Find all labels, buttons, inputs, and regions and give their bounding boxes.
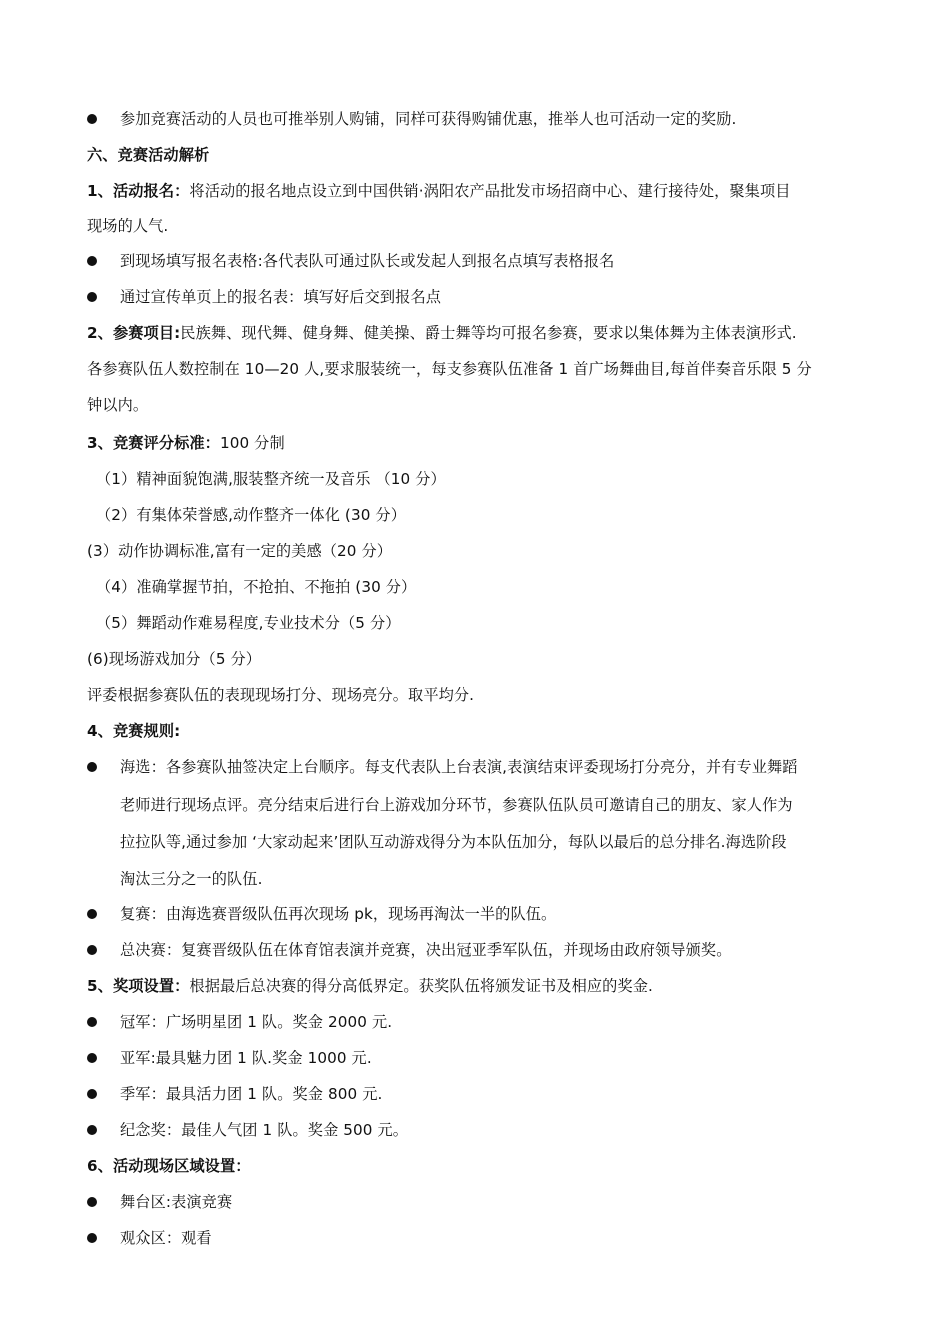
list-item: 到现场填写报名表格:各代表队可通过队长或发起人到报名点填写表格报名 (120, 252, 615, 270)
section-title: 4、竞赛规则: (87, 722, 181, 740)
list-item: (3）动作协调标准,富有一定的美感（20 分） (87, 542, 393, 560)
bullet-icon (87, 1017, 97, 1027)
item-text: 100 分制 (219, 434, 285, 452)
list-item: 亚军:最具魅力团 1 队.奖金 1000 元. (120, 1049, 372, 1067)
list-item: 纪念奖：最佳人气团 1 队。奖金 500 元。 (120, 1121, 409, 1139)
item-text: 民族舞、现代舞、健身舞、健美操、爵士舞等均可报名参赛，要求以集体舞为主体表演形式. (180, 324, 797, 342)
bullet-icon (87, 292, 97, 302)
list-item: 淘汰三分之一的队伍. (120, 870, 263, 888)
list-item: 复赛：由海选赛晋级队伍再次现场 pk，现场再淘汰一半的队伍。 (120, 905, 557, 923)
item-heading: 3、竞赛评分标准： (87, 434, 220, 452)
list-item: 总决赛：复赛晋级队伍在体育馆表演并竞赛，决出冠亚季军队伍，并现场由政府领导颁奖。 (120, 941, 732, 959)
bullet-icon (87, 114, 97, 124)
list-item: 观众区：观看 (120, 1229, 212, 1247)
list-item: 舞台区:表演竞赛 (120, 1193, 233, 1211)
paragraph (87, 976, 653, 996)
bullet-icon (87, 256, 97, 266)
paragraph: 钟以内。 (87, 396, 149, 414)
bullet-icon (87, 762, 97, 772)
bullet-icon (87, 1125, 97, 1135)
paragraph (87, 433, 285, 453)
list-item: 冠军：广场明星团 1 队。奖金 2000 元. (120, 1013, 393, 1031)
list-item: （2）有集体荣誉感,动作整齐一体化 (30 分） (96, 506, 406, 524)
paragraph: 参加竞赛活动的人员也可推举别人购铺，同样可获得购铺优惠，推举人也可活动一定的奖励. (120, 110, 737, 128)
list-item: （4）准确掌握节拍，不抢拍、不拖拍 (30 分） (96, 578, 417, 596)
paragraph: 评委根据参赛队伍的表现现场打分、现场亮分。取平均分. (87, 686, 475, 704)
list-item: (6)现场游戏加分（5 分） (87, 650, 262, 668)
list-item: 季军：最具活力团 1 队。奖金 800 元. (120, 1085, 383, 1103)
bullet-icon (87, 1089, 97, 1099)
bullet-icon (87, 1197, 97, 1207)
item-heading: 5、奖项设置： (87, 977, 190, 995)
paragraph: 各参赛队伍人数控制在 10—20 人,要求服装统一，每支参赛队伍准备 1 首广场舞曲目,每首伴奏音乐限 5 分 (87, 360, 812, 378)
list-item: （1）精神面貌饱满,服装整齐统一及音乐 （10 分） (96, 470, 446, 488)
bullet-icon (87, 1053, 97, 1063)
item-text: 根据最后总决赛的得分高低界定。获奖队伍将颁发证书及相应的奖金. (189, 977, 653, 995)
item-text: 将活动的报名地点设立到中国供销·涡阳农产品批发市场招商中心、建行接待处，聚集项目 (189, 182, 791, 200)
paragraph (87, 323, 797, 343)
item-heading: 2、参赛项目: (87, 324, 181, 342)
list-item: 老师进行现场点评。亮分结束后进行台上游戏加分环节，参赛队伍队员可邀请自己的朋友、家人作为 (120, 796, 793, 814)
list-item: 通过宣传单页上的报名表：填写好后交到报名点 (120, 288, 442, 306)
list-item: 拉拉队等,通过参加 ‘大家动起来’团队互动游戏得分为本队伍加分，每队以最后的总分排名.海选阶段 (120, 833, 787, 851)
item-heading: 1、活动报名： (87, 182, 190, 200)
section-title: 六、竞赛活动解析 (87, 146, 210, 164)
paragraph: 现场的人气. (87, 217, 169, 235)
list-item: （5）舞蹈动作难易程度,专业技术分（5 分） (96, 614, 401, 632)
list-item: 海选：各参赛队抽签决定上台顺序。每支代表队上台表演,表演结束评委现场打分亮分，并有专业舞蹈 (120, 758, 798, 776)
bullet-icon (87, 1233, 97, 1243)
bullet-icon (87, 945, 97, 955)
section-title: 6、活动现场区域设置： (87, 1157, 251, 1175)
bullet-icon (87, 909, 97, 919)
paragraph (87, 181, 791, 201)
